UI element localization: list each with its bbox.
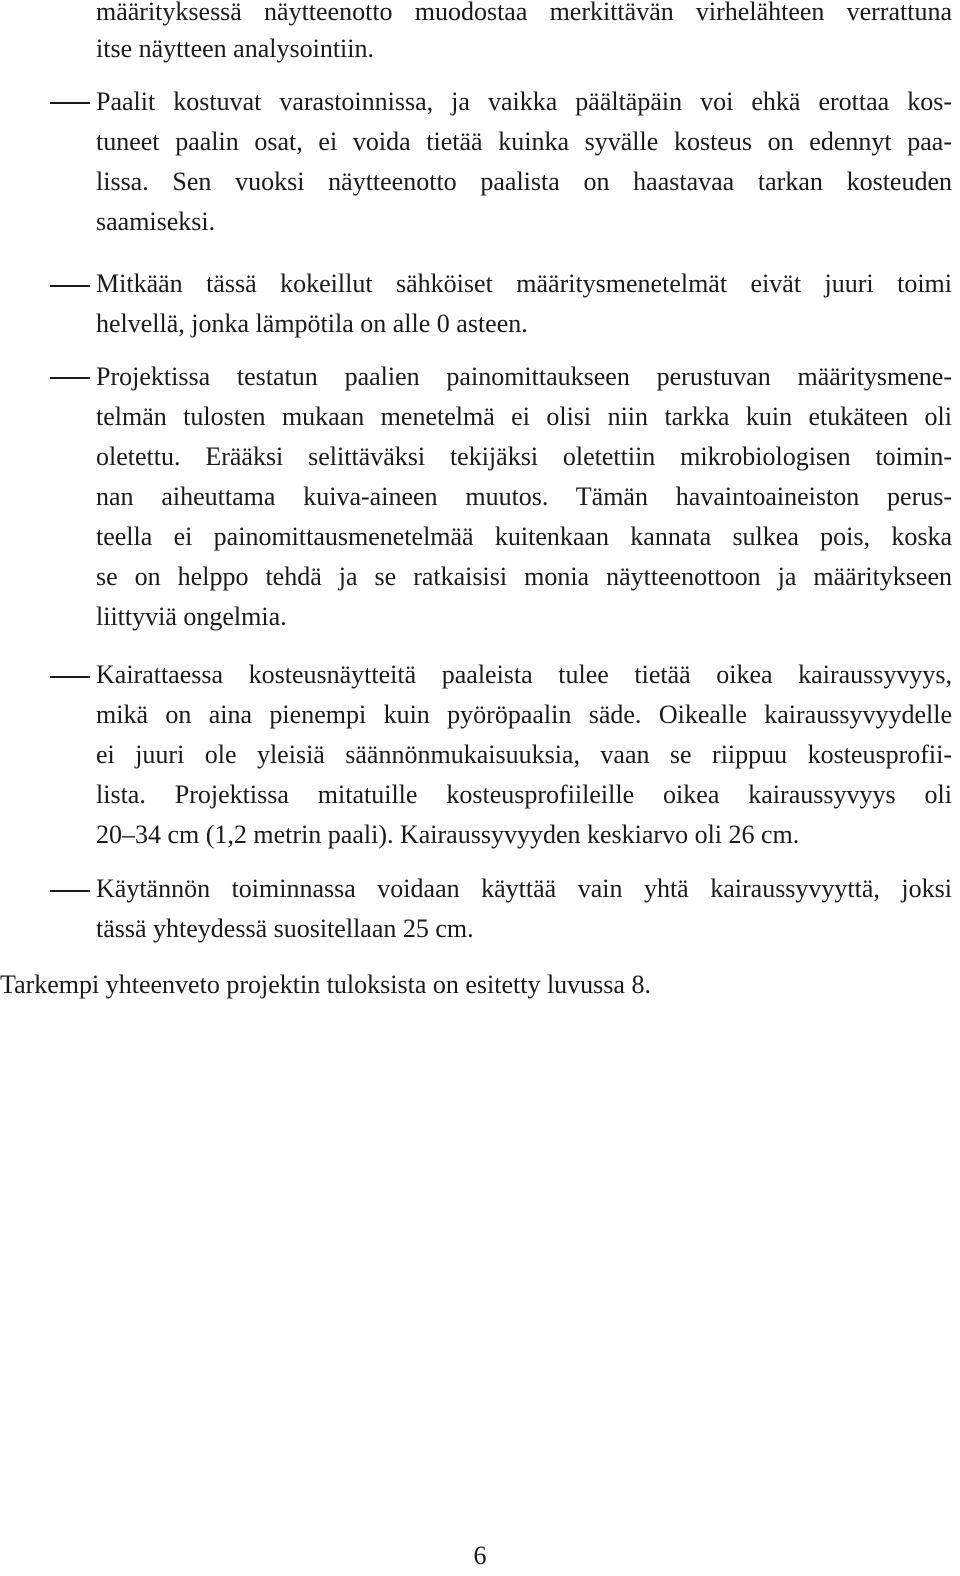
- text-line: mikä on aina pienempi kuin pyöröpaalin säde. Oikealle kairaussyvyydelle: [96, 700, 952, 729]
- text-line: Kairattaessa kosteusnäytteitä paaleista tulee tietää oikea kairaussyvyys,: [96, 660, 952, 689]
- bullet-dash: [50, 377, 90, 379]
- text-line: määrityksessä näytteenotto muodostaa merkittävän virhelähteen verrattuna: [96, 0, 952, 26]
- text-line: Mitkään tässä kokeillut sähköiset määritysmenetelmät eivät juuri toimi: [96, 269, 952, 298]
- text-line: 20–34 cm (1,2 metrin paali). Kairaussyvyyden keskiarvo oli 26 cm.: [96, 820, 800, 849]
- bullet-dash: [50, 102, 90, 104]
- text-line: tuneet paalin osat, ei voida tietää kuinka syvälle kosteus on edennyt paa-: [96, 127, 952, 156]
- text-line: teella ei painomittausmenetelmää kuitenkaan kannata sulkea pois, koska: [96, 522, 952, 551]
- text-line: liittyviä ongelmia.: [96, 602, 287, 631]
- bullet-dash: [50, 676, 90, 678]
- text-line: nan aiheuttama kuiva-aineen muutos. Tämän havaintoaineiston perus-: [96, 482, 952, 511]
- bullet-dash: [50, 890, 90, 892]
- text-line: itse näytteen analysointiin.: [96, 34, 374, 63]
- text-line: se on helppo tehdä ja se ratkaisisi monia näytteenottoon ja määritykseen: [96, 562, 952, 591]
- text-line: lissa. Sen vuoksi näytteenotto paalista on haastavaa tarkan kosteuden: [96, 167, 952, 196]
- summary-paragraph: Tarkempi yhteenveto projektin tuloksista on esitetty luvussa 8.: [0, 970, 651, 999]
- text-line: Projektissa testatun paalien painomittaukseen perustuvan määritysmene-: [96, 362, 952, 391]
- text-line: telmän tulosten mukaan menetelmä ei olisi niin tarkka kuin etukäteen oli: [96, 402, 952, 431]
- page-number: 6: [473, 1541, 487, 1570]
- text-line: saamiseksi.: [96, 207, 216, 236]
- text-line: oletettu. Erääksi selittäväksi tekijäksi oletettiin mikrobiologisen toimin-: [96, 442, 952, 471]
- text-line: Paalit kostuvat varastoinnissa, ja vaikka päältäpäin voi ehkä erottaa kos-: [96, 87, 952, 116]
- text-line: tässä yhteydessä suositellaan 25 cm.: [96, 914, 474, 943]
- text-line: ei juuri ole yleisiä säännönmukaisuuksia, vaan se riippuu kosteusprofii-: [96, 740, 952, 769]
- text-line: helvellä, jonka lämpötila on alle 0 asteen.: [96, 309, 528, 338]
- text-line: Käytännön toiminnassa voidaan käyttää vain yhtä kairaussyvyyttä, joksi: [96, 874, 952, 903]
- bullet-dash: [50, 285, 90, 287]
- text-line: lista. Projektissa mitatuille kosteusprofiileille oikea kairaussyvyys oli: [96, 780, 952, 809]
